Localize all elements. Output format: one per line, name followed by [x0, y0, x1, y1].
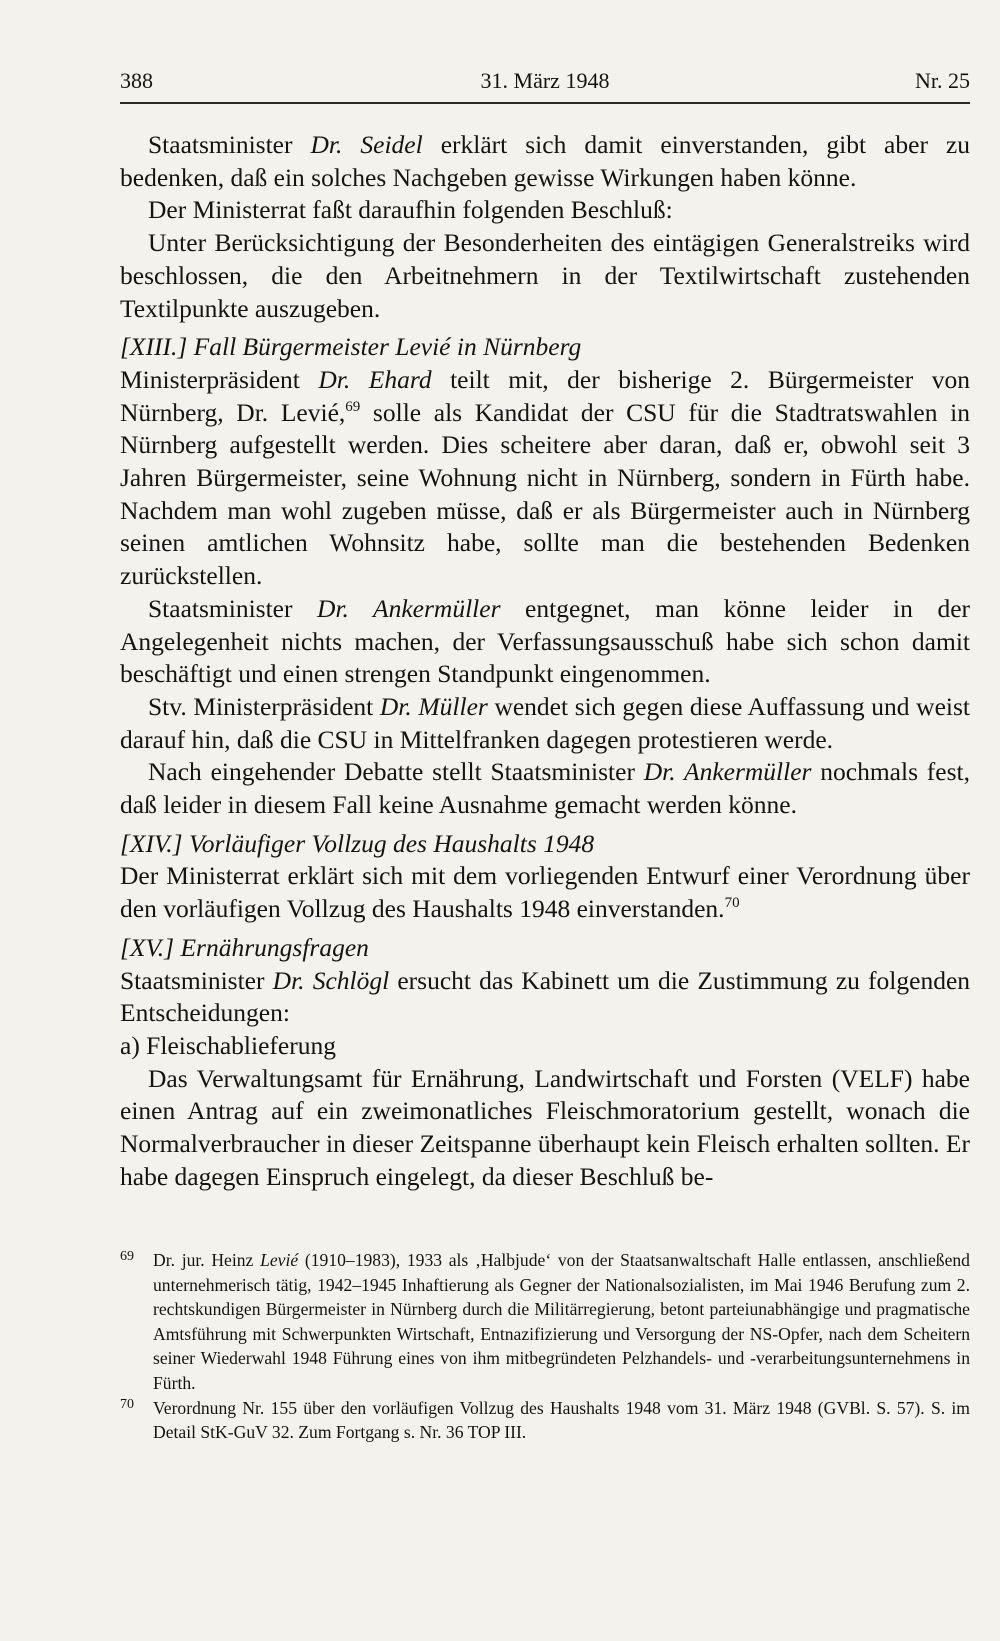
footnote-ref[interactable]: 70 [724, 895, 740, 912]
paragraph: Das Verwaltungsamt für Ernährung, Landwirtschaft und Forsten (VELF) habe einen Antrag auf ein zweimonatliches Fleischmoratorium gestellt, wonach die Normalverbraucher in dieser Zeitspanne überhaupt kein Fleisch erhalten sollten. Er habe dagegen Einspruch eingelegt, da dieser Beschluß be- [120, 1063, 970, 1191]
resolution-paragraph: Unter Berücksichtigung der Besonderheiten des eintägigen Generalstreiks wird beschlossen, die den Arbeitnehmern in der Textilwirtschaft zustehenden Textilpunkte auszugeben. [120, 228, 970, 323]
agenda-heading-xv [120, 932, 970, 965]
speaker-name: Dr. Ankermüller [317, 593, 501, 623]
footnote-ref[interactable]: 69 [345, 398, 361, 415]
subheading: a) Fleischablieferung [120, 1030, 336, 1060]
footnote-69: 69 Dr. jur. Heinz Levié (1910–1983), 1933 als ‚Halbjude‘ von der Staatsanwaltschaft Halle entlassen, anschließend unternehmerisch tätig, 1942–1945 Inhaftierung als Gegner der Nationalsozialisten, im Mai 1946 Berufung zum 2. rechtskundigen Bürgermeister in Nürnberg durch die Militärregierung, betont parteiunabhängige und pragmatische Amtsführung mit Schwerpunkten Wirtschaft, Entnazifizierung und Versorgung der NS-Opfer, nach dem Scheitern seiner Wiederwahl 1948 Führung eines von ihm mitbegründeten Pelzhandels- und -verarbeitungsunternehmens in Fürth. [120, 1248, 970, 1396]
paragraph: Stv. Ministerpräsident Dr. Müller wendet sich gegen diese Auffassung und weist darauf hin, daß die CSU in Mittelfranken dagegen protestieren werde. [120, 691, 970, 754]
page-number: 388 [120, 68, 153, 93]
agenda-number: [XIII.] [120, 332, 188, 362]
footnote-number: 70 [120, 1396, 134, 1412]
paragraph: Staatsminister Dr. Seidel erklärt sich damit einverstanden, gibt aber zu bedenken, daß ein solches Nachgeben gewisse Wirkungen haben könne. [120, 130, 971, 192]
running-header [120, 68, 970, 104]
agenda-heading-xiv [120, 828, 970, 861]
paragraph: Ministerpräsident Dr. Ehard teilt mit, der bisherige 2. Bürgermeister von Nürnberg, Dr. Levié,$^{69}$ solle als Kandidat der CSU für die Stadtratswahlen in Nürnberg aufgestellt werden. Dies scheitere aber daran, daß er, obwohl seit 3 Jahren Bürgermeister, seine Wohnung nicht in Nürnberg, sondern in Fürth habe. Nachdem man wohl zugeben müsse, daß er als Bürgermeister auch in Nürnberg seinen amtlichen Wohnsitz habe, sollte man die bestehenden Bedenken zurückstellen. [120, 364, 970, 591]
paragraph: Staatsminister Dr. Schlögl ersucht das Kabinett um die Zustimmung zu folgenden Entscheidungen: [120, 965, 971, 1028]
person-name: Levié [260, 1250, 299, 1270]
header-date: 31. März 1948 [480, 68, 610, 93]
speaker-name: Dr. Ankermüller [643, 757, 812, 787]
issue-number: Nr. 25 [915, 68, 970, 93]
speaker-name: Dr. Schlögl [272, 965, 390, 995]
footnotes [120, 1248, 970, 1445]
paragraph: Nach eingehender Debatte stellt Staatsminister Dr. Ankermüller nochmals fest, daß leider in diesem Fall keine Ausnahme gemacht werden könne. [120, 757, 970, 820]
footnote-number: 69 [120, 1249, 134, 1264]
paragraph: Staatsminister Dr. Ankermüller entgegnet, man könne leider in der Angelegenheit nichts machen, der Verfassungsausschuß habe sich schon damit beschäftigt und einen strengen Standpunkt eingenommen. [120, 593, 971, 689]
paragraph: Der Ministerrat erklärt sich mit dem vorliegenden Entwurf einer Verordnung über den vorläufigen Vollzug des Haushalts 1948 einverstanden.$^{70}$ [120, 861, 970, 924]
agenda-number: [XIV.] [120, 828, 183, 858]
paragraph: Der Ministerrat faßt daraufhin folgenden Beschluß: [148, 195, 673, 225]
speaker-name: Dr. Seidel [310, 130, 423, 159]
agenda-title: Fall Bürgermeister Levié in Nürnberg [187, 332, 582, 362]
agenda-title: Vorläufiger Vollzug des Haushalts 1948 [182, 828, 595, 858]
agenda-title: Ernährungsfragen [174, 932, 369, 962]
main-text [120, 129, 970, 1194]
footnote-70: 70 Verordnung Nr. 155 über den vorläufigen Vollzug des Haushalts 1948 vom 31. März 1948 (GVBl. S. 57). S. im Detail StK-GuV 32. Zum Fortgang s. Nr. 36 TOP III. [120, 1396, 970, 1445]
speaker-name: Dr. Ehard [318, 364, 432, 394]
agenda-heading-xiii [120, 331, 970, 364]
speaker-name: Dr. Müller [379, 691, 488, 721]
agenda-number: [XV.] [120, 932, 175, 962]
